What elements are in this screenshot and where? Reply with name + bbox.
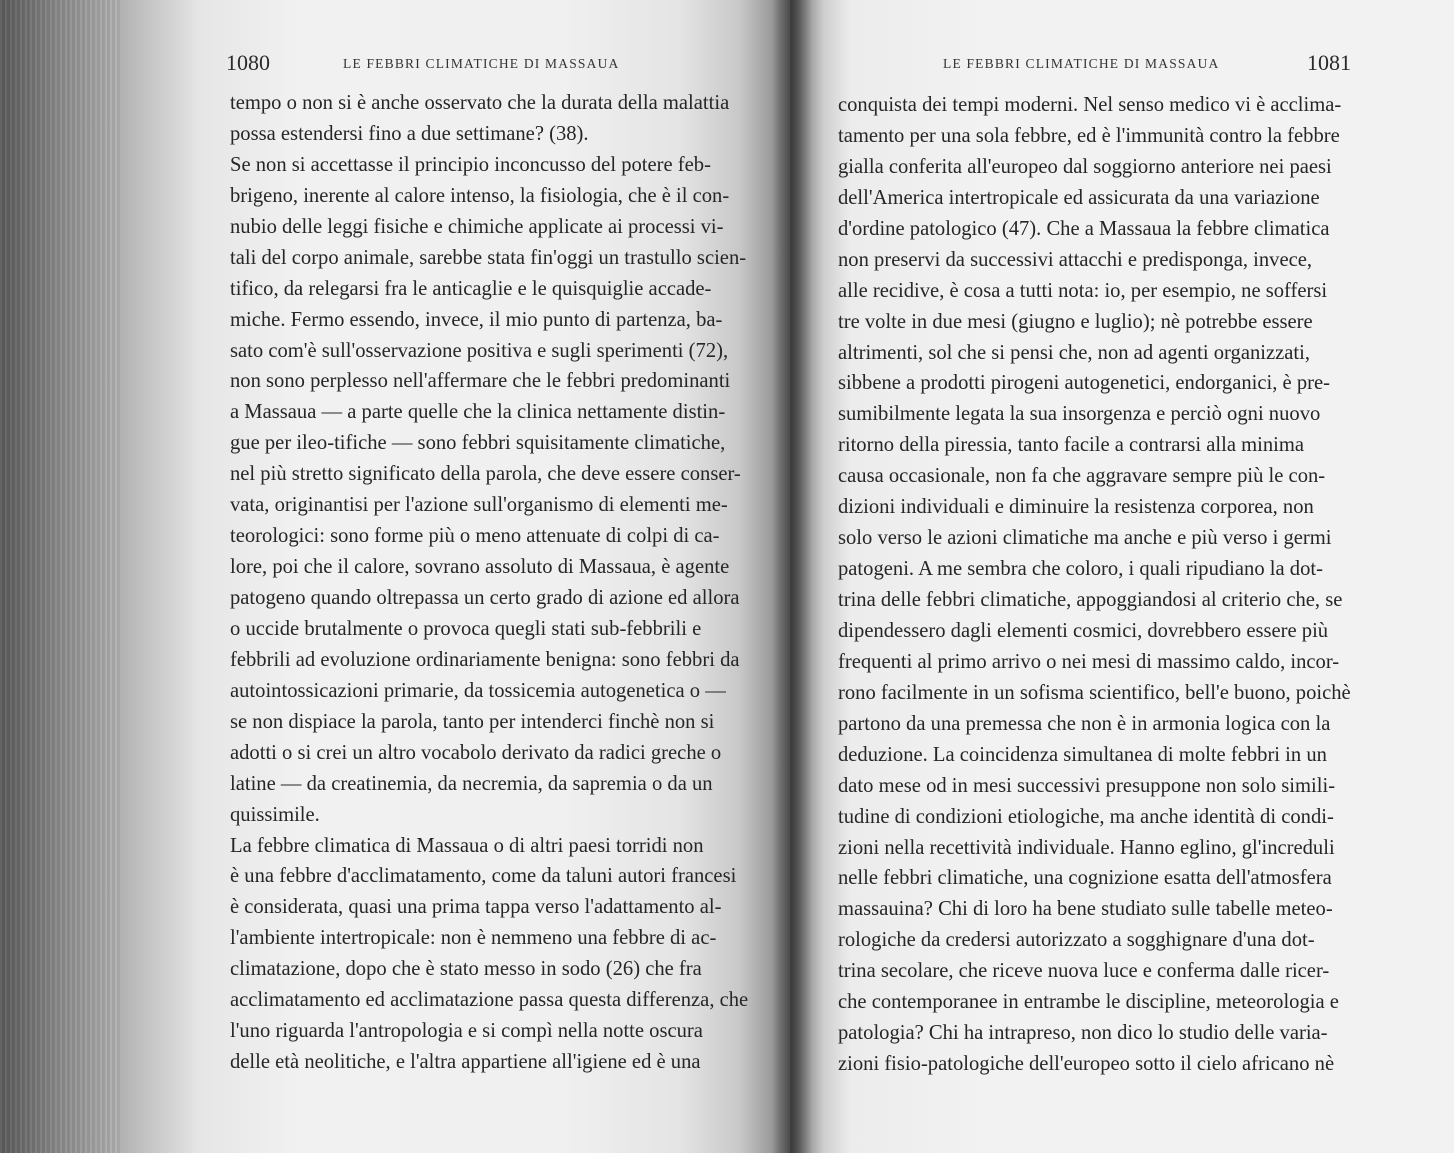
text-line: dipendessero dagli elementi cosmici, dovrebbero essere più (838, 619, 1329, 642)
text-line: rologiche da credersi autorizzato a sogghignare d'una dot- (838, 929, 1315, 952)
text-line: gue per ileo-tifiche — sono febbri squisitamente climatiche, (230, 432, 726, 455)
text-line: acclimatamento ed acclimatazione passa questa differenza, che (230, 989, 749, 1012)
text-line: patogeno quando oltrepassa un certo grado di azione ed allora (230, 587, 740, 609)
text-line: trina delle febbri climatiche, appoggiandosi al criterio che, se (838, 589, 1343, 611)
text-line: o uccide brutalmente o provoca quegli stati sub-febbrili e (230, 617, 702, 640)
right-page-number: 1081 (1307, 50, 1351, 75)
text-line: adotti o si crei un altro vocabolo derivato da radici greche o (230, 741, 722, 764)
text-line: dato mese od in mesi successivi presuppone non solo simili- (838, 774, 1336, 797)
text-line: partono da una premessa che non è in armonia logica con la (838, 712, 1331, 735)
right-body-text (838, 90, 1378, 1080)
text-line: tudine di condizioni etiologiche, ma anche identità di condi- (838, 805, 1334, 828)
left-body-text (230, 88, 770, 1078)
text-line: trina secolare, che riceve nuova luce e conferma dalle ricer- (838, 960, 1330, 983)
text-line: lore, poi che il calore, sovrano assoluto di Massaua, è agente (230, 556, 730, 579)
text-line: La febbre climatica di Massaua o di altri paesi torridi non (230, 834, 704, 857)
text-line: l'uno riguarda l'antropologia e si compì nella notte oscura (230, 1020, 703, 1043)
right-running-head: LE FEBBRI CLIMATICHE DI MASSAUA (943, 56, 1220, 71)
text-line: tempo o non si è anche osservato che la durata della malattia (230, 92, 730, 114)
text-line: patologia? Chi ha intrapreso, non dico lo studio delle varia- (838, 1022, 1328, 1045)
left-page-number: 1080 (226, 50, 270, 75)
text-line: zioni fisio-patologiche dell'europeo sotto il cielo africano nè (838, 1053, 1335, 1076)
text-line: alle recidive, è cosa a tutti nota: io, per esempio, ne soffersi (838, 279, 1328, 302)
text-line: delle età neolitiche, e l'altra appartiene all'igiene ed è una (230, 1051, 701, 1074)
text-line: è una febbre d'acclimatamento, come da taluni autori francesi (230, 865, 737, 888)
text-line: massauina? Chi di loro ha bene studiato sulle tabelle meteo- (838, 898, 1333, 921)
text-line: sumibilmente legata la sua insorgenza e perciò ogni nuovo (838, 403, 1321, 426)
text-line: frequenti al primo arrivo o nei mesi di massimo caldo, incor- (838, 650, 1340, 673)
text-line: nubio delle leggi fisiche e chimiche applicate ai processi vi- (230, 215, 724, 238)
text-line: rono facilmente in un sofisma scientifico, bell'e buono, poichè (838, 681, 1351, 704)
text-line: climatazione, dopo che è stato messo in sodo (26) che fra (230, 958, 702, 981)
text-line: patogeni. A me sembra che coloro, i quali ripudiano la dot- (838, 558, 1323, 581)
text-line: nel più stretto significato della parola, che deve essere conser- (230, 463, 741, 486)
text-line: possa estendersi fino a due settimane? (38). (230, 122, 589, 145)
text-line: gialla conferita all'europeo dal soggiorno anteriore nei paesi (838, 155, 1332, 178)
left-running-head: LE FEBBRI CLIMATICHE DI MASSAUA (343, 56, 620, 71)
text-line: causa occasionale, non fa che aggravare sempre più le con- (838, 465, 1326, 488)
text-line: dell'America intertropicale ed assicurata da una variazione (838, 186, 1320, 209)
text-line: a Massaua — a parte quelle che la clinica nettamente distin- (230, 401, 726, 424)
text-line: d'ordine patologico (47). Che a Massaua la febbre climatica (838, 217, 1330, 240)
book-gutter (772, 0, 812, 1153)
text-line: tamento per una sola febbre, ed è l'immunità contro la febbre (838, 124, 1340, 147)
text-line: se non dispiace la parola, tanto per intenderci finchè non si (230, 710, 715, 733)
text-line: conquista dei tempi moderni. Nel senso medico vi è acclima- (838, 94, 1342, 116)
text-line: che contemporanee in entrambe le discipline, meteorologia e (838, 991, 1339, 1014)
text-line: Se non si accettasse il principio inconcusso del potere feb- (230, 153, 711, 176)
text-line: non sono perplesso nell'affermare che le febbri predominanti (230, 370, 731, 393)
text-line: tre volte in due mesi (giugno e luglio); nè potrebbe essere (838, 310, 1313, 333)
text-line: latine — da creatinemia, da necremia, da sapremia o da un (230, 772, 713, 795)
text-line: sato com'è sull'osservazione positiva e sugli sperimenti (72), (230, 339, 729, 362)
text-line: quissimile. (230, 803, 320, 826)
text-line: tifico, da relegarsi fra le anticaglie e le quisquiglie accade- (230, 277, 712, 300)
text-line: l'ambiente intertropicale: non è nemmeno una febbre di ac- (230, 927, 717, 950)
text-line: sibbene a prodotti pirogeni autogenetici, endorganici, è pre- (838, 372, 1330, 395)
text-line: vata, originantisi per l'azione sull'organismo di elementi me- (230, 494, 728, 517)
text-line: teorologici: sono forme più o meno attenuate di colpi di ca- (230, 525, 720, 548)
text-line: è considerata, quasi una prima tappa verso l'adattamento al- (230, 896, 722, 919)
text-line: miche. Fermo essendo, invece, il mio punto di partenza, ba- (230, 308, 723, 331)
text-line: ritorno della piressia, tanto facile a contrarsi alla minima (838, 434, 1305, 457)
page-edges (0, 0, 120, 1153)
text-line: zioni nella recettività individuale. Hanno eglino, gl'increduli (838, 836, 1335, 859)
text-line: non preservi da successivi attacchi e predisponga, invece, (838, 248, 1313, 271)
text-line: dizioni individuali e diminuire la resistenza corporea, non (838, 496, 1314, 519)
text-line: deduzione. La coincidenza simultanea di molte febbri in un (838, 743, 1327, 766)
text-line: brigeno, inerente al calore intenso, la fisiologia, che è il con- (230, 184, 730, 207)
text-line: tali del corpo animale, sarebbe stata fin'oggi un trastullo scien- (230, 246, 747, 269)
text-line: autointossicazioni primarie, da tossicemia autogenetica o — (230, 679, 726, 702)
text-line: solo verso le azioni climatiche ma anche e più verso i germi (838, 527, 1332, 550)
text-line: febbrili ad evoluzione ordinariamente benigna: sono febbri da (230, 648, 740, 671)
text-line: altrimenti, sol che si pensi che, non ad agenti organizzati, (838, 341, 1310, 364)
text-line: nelle febbri climatiche, una cognizione esatta dell'atmosfera (838, 867, 1332, 890)
